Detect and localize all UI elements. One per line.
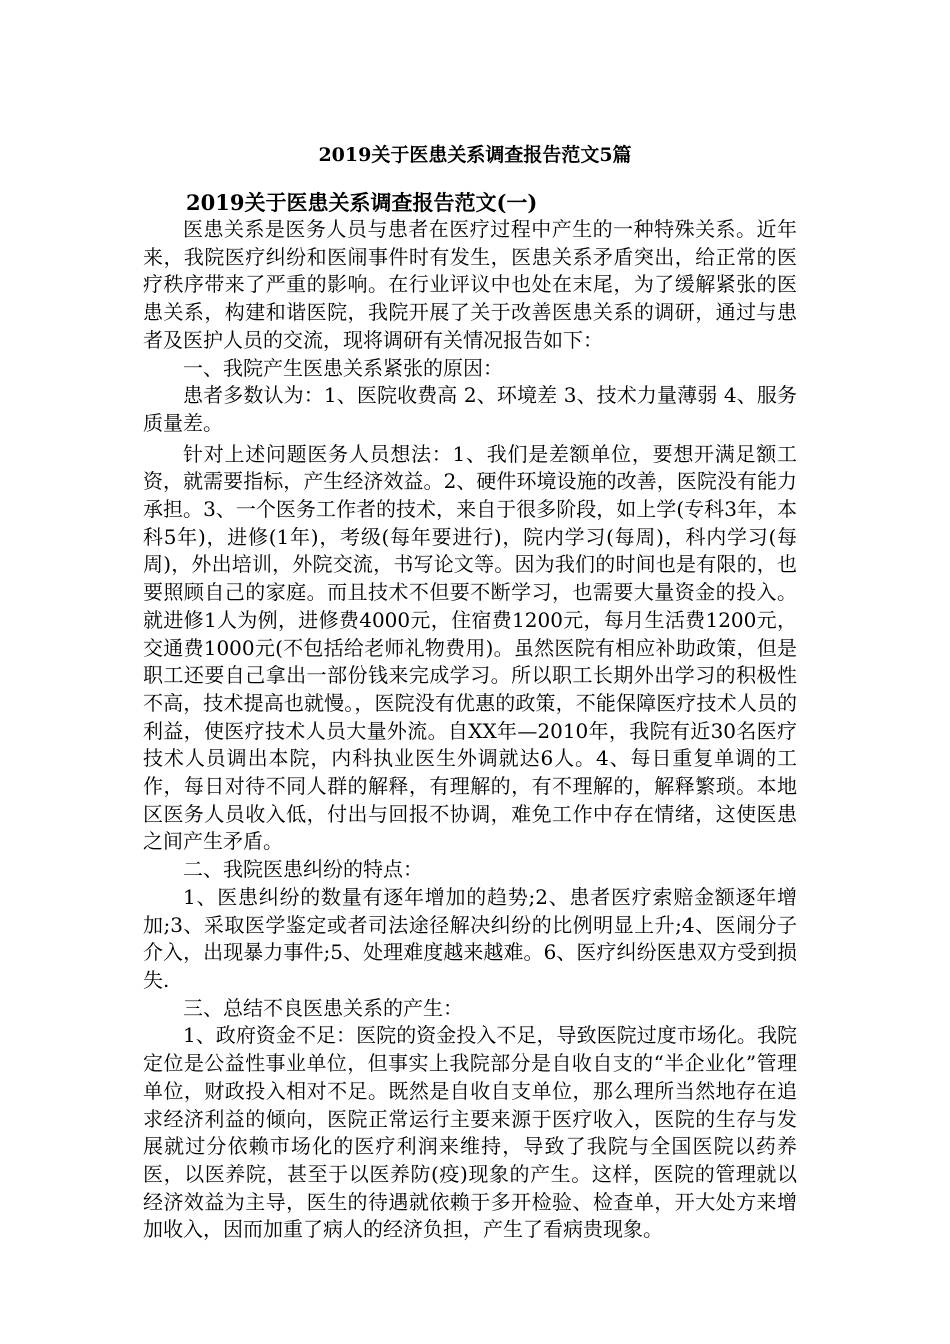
paragraph-patient-views: 患者多数认为：1、医院收费高 2、环境差 3、技术力量薄弱 4、服务质量差。 [143,383,797,435]
paragraph-intro: 医患关系是医务人员与患者在医疗过程中产生的一种特殊关系。近年来，我院医疗纠纷和医闹事件时有发生，医患关系矛盾突出，给正常的医疗秩序带来了严重的影响。在行业评议中也处在末尾，为了缓解紧张的医患关系，构建和谐医院，我院开展了关于改善医患关系的调研，通过与患者及医护人员的交流，现将调研有关情况报告如下： [143,217,797,352]
paragraph-staff-views: 针对上述问题医务人员想法：1、我们是差额单位，要想开满足额工资，就需要指标，产生经济效益。2、硬件环境设施的改善，医院没有能力承担。3、一个医务工作者的技术，来自于很多阶段，如上学(专科3年，本科5年)，进修(1年)，考级(每年要进行)，院内学习(每周)，科内学习(每周)，外出培训，外院交流，书写论文等。因为我们的时间也是有限的，也要照顾自己的家庭。而且技术不但要不断学习，也需要大量资金的投入。就进修1人为例，进修费4000元，住宿费1200元，每月生活费1200元，交通费1000元(不包括给老师礼物费用)。虽然医院有相应补助政策，但是职工还要自己拿出一部份钱来完成学习。所以职工长期外出学习的积极性不高，技术提高也就慢。，医院没有优惠的政策，不能保障医疗技术人员的利益，使医疗技术人员大量外流。自XX年—2010年，我院有近30名医疗技术人员调出本院，内科执业医生外调就达6人。4、每日重复单调的工作，每日对待不同人群的解释，有理解的，有不理解的，解释繁琐。本地区医务人员收入低，付出与回报不协调，难免工作中存在情绪，这使医患之间产生矛盾。 [143,441,797,854]
document-title: 2019关于医患关系调查报告范文5篇 [318,144,632,166]
section-title: 2019关于医患关系调查报告范文(一) [186,190,538,215]
heading-dispute-features: 二、我院医患纠纷的特点： [183,857,423,882]
document-body [143,216,797,1244]
heading-causes: 一、我院产生医患关系紧张的原因： [183,355,503,380]
paragraph-dispute-features: 1、医患纠纷的数量有逐年增加的趋势;2、患者医疗索赔金额逐年增加;3、采取医学鉴定或者司法途径解决纠纷的比例明显上升;4、医闹分子介入，出现暴力事件;5、处理难度越来越难。6、医疗纠纷医患双方受到损失. [143,884,797,992]
heading-summary: 三、总结不良医患关系的产生： [183,995,463,1020]
paragraph-government-funding: 1、政府资金不足：医院的资金投入不足，导致医院过度市场化。我院定位是公益性事业单位，但事实上我院部分是自收自支的“半企业化”管理单位，财政投入相对不足。既然是自收自支单位，那么理所当然地存在追求经济利益的倾向，医院正常运行主要来源于医疗收入，医院的生存与发展就过分依赖市场化的医疗利润来维持，导致了我院与全国医院以药养医，以医养院，甚至于以医养防(疫)现象的产生。这样，医院的管理就以经济效益为主导，医生的待遇就依赖于多开检验、检查单，开大处方来增加收入，因而加重了病人的经济负担，产生了看病贵现象。 [143,1023,797,1242]
